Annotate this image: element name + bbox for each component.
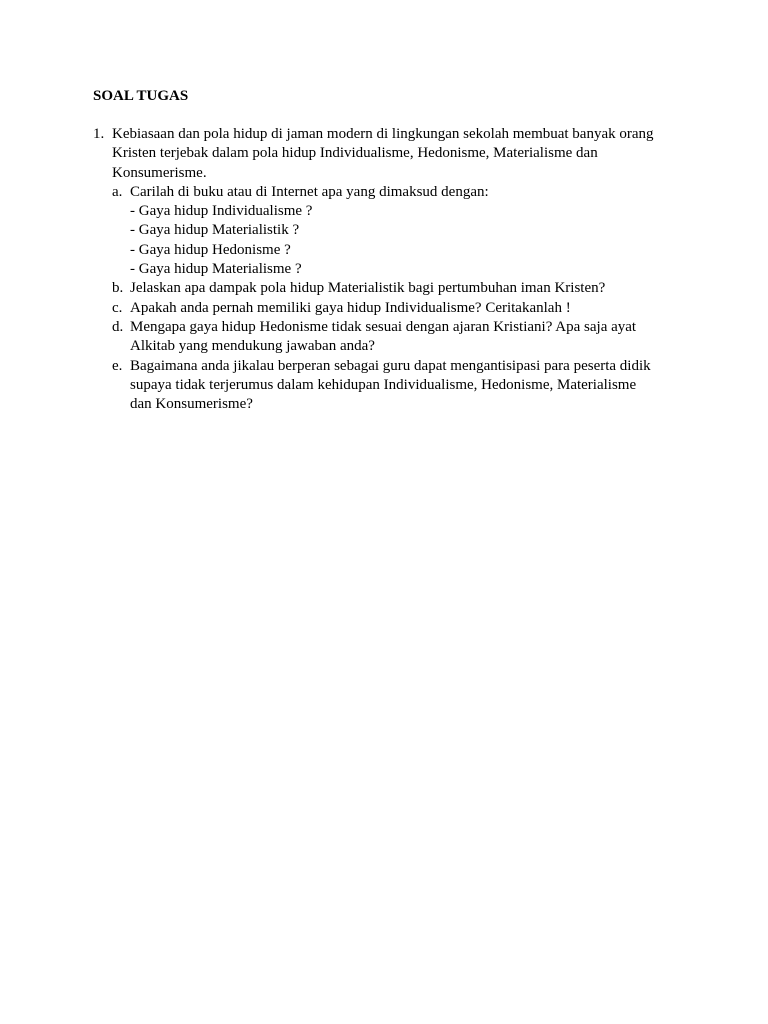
sub-question-text: Bagaimana anda jikalau berperan sebagai guru dapat mengantisipasi para peserta didik [130,357,651,374]
document-title: SOAL TUGAS [93,88,189,104]
sub-question-text: Apakah anda pernah memiliki gaya hidup Individualisme? Ceritakanlah ! [130,299,571,316]
question-text: Kebiasaan dan pola hidup di jaman modern di lingkungan sekolah membuat banyak orang [112,126,654,142]
bullet-text: - Gaya hidup Individualisme ? [130,203,313,220]
question-text: Konsumerisme. [112,164,207,181]
sub-question-a [93,183,693,202]
sub-question-text: dan Konsumerisme? [130,396,253,413]
question-line [93,125,693,144]
bullet-item [93,241,693,260]
bullet-item [93,221,693,240]
sub-question-d [93,318,693,337]
sub-question-c [93,299,693,318]
question-number: 1. [93,126,105,142]
sub-question-text: Jelaskan apa dampak pola hidup Materialistik bagi pertumbuhan iman Kristen? [130,280,606,297]
bullet-item [93,202,693,221]
sub-question-text: Alkitab yang mendukung jawaban anda? [130,338,375,355]
question-line [93,164,693,183]
question-line [93,144,693,163]
sub-question-text: Carilah di buku atau di Internet apa yang dimaksud dengan: [130,183,489,200]
bullet-text: - Gaya hidup Materialisme ? [130,261,302,278]
bullet-text: - Gaya hidup Materialistik ? [130,222,300,239]
sub-question-letter: e. [112,357,123,374]
bullet-text: - Gaya hidup Hedonisme ? [130,241,291,258]
sub-question-d-continued [93,337,693,356]
question-text: Kristen terjebak dalam pola hidup Individualisme, Hedonisme, Materialisme dan [112,145,598,162]
sub-question-text: supaya tidak terjerumus dalam kehidupan Individualisme, Hedonisme, Materialisme [130,376,637,393]
sub-question-letter: d. [112,318,124,335]
sub-question-e-continued [93,395,693,414]
sub-question-letter: a. [112,183,123,200]
sub-question-letter: c. [112,299,123,316]
question-1 [93,125,693,414]
sub-question-letter: b. [112,280,124,297]
sub-question-text: Mengapa gaya hidup Hedonisme tidak sesuai dengan ajaran Kristiani? Apa saja ayat [130,318,637,335]
sub-question-b [93,279,693,298]
bullet-item [93,260,693,279]
sub-question-e [93,357,693,376]
sub-question-e-continued [93,376,693,395]
